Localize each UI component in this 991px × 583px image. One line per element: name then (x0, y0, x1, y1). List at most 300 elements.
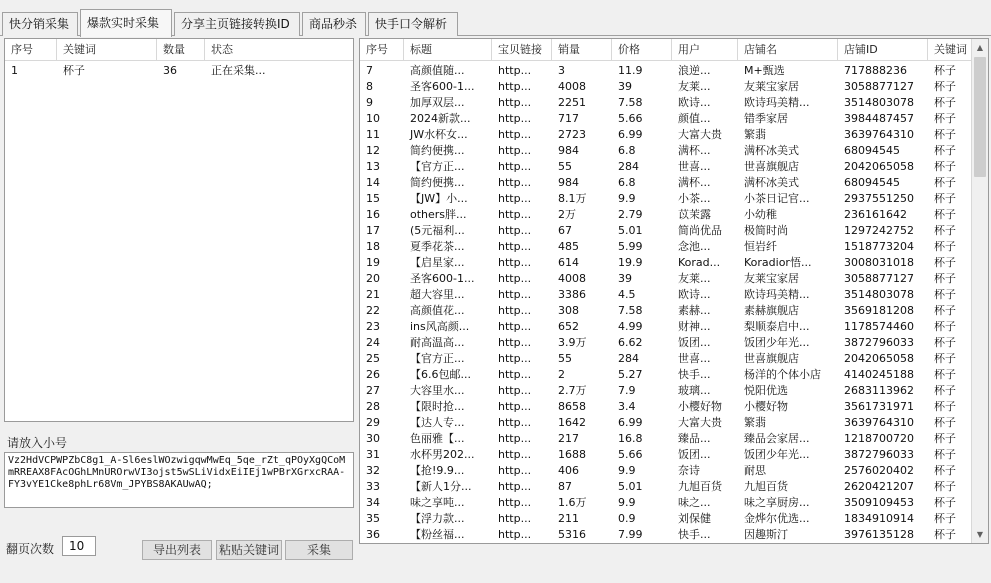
table-cell[interactable]: 11 (366, 128, 380, 141)
table-cell[interactable]: 7.9 (618, 384, 636, 397)
table-cell[interactable]: 14 (366, 176, 380, 189)
table-cell[interactable]: 27 (366, 384, 380, 397)
table-cell[interactable]: 26 (366, 368, 380, 381)
table-cell[interactable]: 3 (558, 64, 565, 77)
table-cell[interactable]: 28 (366, 400, 380, 413)
table-cell[interactable]: 耐高温高... (410, 336, 465, 349)
table-cell[interactable]: 财神... (678, 320, 711, 333)
table-cell[interactable]: 杯子 (934, 384, 956, 397)
table-cell[interactable]: 4140245188 (844, 368, 914, 381)
table-cell[interactable]: Koradior悟... (744, 256, 812, 269)
column-header[interactable]: 标题 (404, 39, 492, 61)
table-cell[interactable]: 5.66 (618, 448, 643, 461)
table-cell[interactable]: 3639764310 (844, 416, 914, 429)
table-cell[interactable]: 24 (366, 336, 380, 349)
table-cell[interactable]: 9.9 (618, 192, 636, 205)
table-cell[interactable]: 浪逆... (678, 64, 711, 77)
table-cell[interactable]: http... (498, 528, 532, 541)
table-cell[interactable]: 世喜旗舰店 (744, 352, 799, 365)
table-cell[interactable]: 【抢!9.9... (410, 464, 465, 477)
table-cell[interactable]: 简尚优品 (678, 224, 722, 237)
table-cell[interactable]: 3.4 (618, 400, 636, 413)
table-cell[interactable]: 高颜值随... (410, 64, 465, 77)
table-cell[interactable]: 杯子 (934, 80, 956, 93)
table-cell[interactable]: http... (498, 80, 532, 93)
table-cell[interactable]: 加厚双层... (410, 96, 465, 109)
table-cell[interactable]: 211 (558, 512, 579, 525)
table-cell[interactable]: http... (498, 128, 532, 141)
table-cell[interactable]: 圣客600-1... (410, 80, 475, 93)
table-cell[interactable]: 饭团... (678, 336, 711, 349)
table-cell[interactable]: 色丽雅【... (410, 432, 465, 445)
table-cell[interactable]: 杯子 (63, 64, 85, 77)
table-cell[interactable]: 高颜值花... (410, 304, 465, 317)
table-cell[interactable]: 小茶日记官... (744, 192, 810, 205)
table-cell[interactable]: 32 (366, 464, 380, 477)
table-cell[interactable]: 3058877127 (844, 80, 914, 93)
column-header[interactable]: 关键词 (928, 39, 972, 61)
table-cell[interactable]: 杯子 (934, 320, 956, 333)
table-cell[interactable]: 4008 (558, 272, 586, 285)
table-cell[interactable]: 【JW】小... (410, 192, 468, 205)
table-cell[interactable]: M+甄选 (744, 64, 785, 77)
column-header[interactable]: 序号 (360, 39, 404, 61)
table-cell[interactable]: 0.9 (618, 512, 636, 525)
table-cell[interactable]: 味之... (678, 496, 711, 509)
table-cell[interactable]: 【达人专... (410, 416, 465, 429)
table-cell[interactable]: 杯子 (934, 272, 956, 285)
column-header[interactable]: 数量 (157, 39, 205, 61)
table-cell[interactable]: 【粉丝福... (410, 528, 465, 541)
table-cell[interactable]: 玻璃... (678, 384, 711, 397)
table-cell[interactable]: http... (498, 176, 532, 189)
table-cell[interactable]: 九旭百货 (744, 480, 788, 493)
table-cell[interactable]: 杯子 (934, 112, 956, 125)
table-cell[interactable]: 68094545 (844, 144, 900, 157)
table-cell[interactable]: 23 (366, 320, 380, 333)
table-cell[interactable]: 652 (558, 320, 579, 333)
table-cell[interactable]: 颜值... (678, 112, 711, 125)
table-cell[interactable]: http... (498, 480, 532, 493)
table-cell[interactable]: 35 (366, 512, 380, 525)
table-cell[interactable]: 3.9万 (558, 336, 587, 349)
table-cell[interactable]: 【浮力款... (410, 512, 465, 525)
table-cell[interactable]: 杯子 (934, 432, 956, 445)
table-cell[interactable]: 20 (366, 272, 380, 285)
table-cell[interactable]: 3386 (558, 288, 586, 301)
table-cell[interactable]: others胖... (410, 208, 467, 221)
table-cell[interactable]: 3058877127 (844, 272, 914, 285)
column-header[interactable]: 销量 (552, 39, 612, 61)
table-cell[interactable]: 世喜... (678, 160, 711, 173)
table-cell[interactable]: 素赫... (678, 304, 711, 317)
table-cell[interactable]: 2 (558, 368, 565, 381)
table-cell[interactable]: 杯子 (934, 288, 956, 301)
table-cell[interactable]: 味之享厨房... (744, 496, 810, 509)
table-cell[interactable]: 1518773204 (844, 240, 914, 253)
table-cell[interactable]: 杯子 (934, 192, 956, 205)
table-cell[interactable]: http... (498, 64, 532, 77)
column-header[interactable]: 价格 (612, 39, 672, 61)
table-cell[interactable]: 6.62 (618, 336, 643, 349)
table-cell[interactable]: 9 (366, 96, 373, 109)
table-cell[interactable]: 15 (366, 192, 380, 205)
table-cell[interactable]: 406 (558, 464, 579, 477)
table-cell[interactable]: 34 (366, 496, 380, 509)
table-cell[interactable]: http... (498, 192, 532, 205)
table-cell[interactable]: 7 (366, 64, 373, 77)
table-cell[interactable]: 3561731971 (844, 400, 914, 413)
table-cell[interactable]: http... (498, 272, 532, 285)
table-cell[interactable]: 【限时抢... (410, 400, 465, 413)
table-cell[interactable]: 2024新款... (410, 112, 471, 125)
table-cell[interactable]: 圣客600-1... (410, 272, 475, 285)
table-cell[interactable]: 19.9 (618, 256, 643, 269)
table-cell[interactable]: 杯子 (934, 464, 956, 477)
table-cell[interactable]: 2万 (558, 208, 576, 221)
table-cell[interactable]: 杯子 (934, 160, 956, 173)
table-cell[interactable]: 杯子 (934, 352, 956, 365)
table-cell[interactable]: 梨顺泰启中... (744, 320, 810, 333)
table-cell[interactable]: 16 (366, 208, 380, 221)
table-cell[interactable]: 【新人1分... (410, 480, 472, 493)
table-cell[interactable]: 3509109453 (844, 496, 914, 509)
table-cell[interactable]: 3976135128 (844, 528, 914, 541)
table-cell[interactable]: 4008 (558, 80, 586, 93)
scroll-down-icon[interactable]: ▼ (976, 530, 984, 539)
table-cell[interactable]: 7.58 (618, 96, 643, 109)
tab-kuai-fenxiao[interactable]: 快分销采集 (2, 12, 78, 36)
table-cell[interactable]: 984 (558, 144, 579, 157)
table-cell[interactable]: 世喜旗舰店 (744, 160, 799, 173)
table-cell[interactable]: http... (498, 432, 532, 445)
table-cell[interactable]: 3639764310 (844, 128, 914, 141)
tab-share-link-convert[interactable]: 分享主页链接转换ID (174, 12, 300, 36)
table-cell[interactable]: 杯子 (934, 176, 956, 189)
table-cell[interactable]: 6.99 (618, 128, 643, 141)
table-cell[interactable]: http... (498, 160, 532, 173)
table-cell[interactable]: 大富大贵 (678, 416, 722, 429)
table-cell[interactable]: 杯子 (934, 128, 956, 141)
table-cell[interactable]: 284 (618, 160, 639, 173)
table-cell[interactable]: 因趣斯汀 (744, 528, 788, 541)
table-cell[interactable]: 717 (558, 112, 579, 125)
table-cell[interactable]: 杯子 (934, 224, 956, 237)
table-cell[interactable]: 杯子 (934, 64, 956, 77)
table-cell[interactable]: 杨洋的个体小店 (744, 368, 821, 381)
table-cell[interactable]: 2.7万 (558, 384, 587, 397)
table-cell[interactable]: 欧诗... (678, 96, 711, 109)
table-cell[interactable]: http... (498, 368, 532, 381)
table-cell[interactable]: 杯子 (934, 496, 956, 509)
table-cell[interactable]: 217 (558, 432, 579, 445)
table-cell[interactable]: 杯子 (934, 144, 956, 157)
table-cell[interactable]: 【官方正... (410, 160, 465, 173)
column-header[interactable]: 状态 (205, 39, 354, 61)
table-cell[interactable]: 4.99 (618, 320, 643, 333)
pages-input[interactable]: 10 (62, 536, 96, 556)
table-cell[interactable]: Korad... (678, 256, 721, 269)
table-cell[interactable]: 快手... (678, 368, 711, 381)
table-cell[interactable]: 友莱... (678, 80, 711, 93)
table-cell[interactable]: 繁翡 (744, 128, 766, 141)
table-cell[interactable]: 3514803078 (844, 288, 914, 301)
table-cell[interactable]: 3984487457 (844, 112, 914, 125)
table-cell[interactable]: 苡茉露 (678, 208, 711, 221)
table-cell[interactable]: 错季家居 (744, 112, 788, 125)
table-cell[interactable]: 1688 (558, 448, 586, 461)
table-cell[interactable]: 2683113962 (844, 384, 914, 397)
table-cell[interactable]: 19 (366, 256, 380, 269)
table-cell[interactable]: 2620421207 (844, 480, 914, 493)
table-cell[interactable]: 杯子 (934, 368, 956, 381)
tab-kuaishou-code[interactable]: 快手口令解析 (368, 12, 458, 36)
table-cell[interactable]: 刘保健 (678, 512, 711, 525)
table-cell[interactable]: 欧诗玛美精... (744, 288, 810, 301)
table-cell[interactable]: 友莱宝家居 (744, 80, 799, 93)
table-cell[interactable]: 水杯男202... (410, 448, 475, 461)
table-cell[interactable]: 2576020402 (844, 464, 914, 477)
table-cell[interactable]: 8 (366, 80, 373, 93)
table-cell[interactable]: 小樱好物 (678, 400, 722, 413)
scroll-up-icon[interactable]: ▲ (976, 43, 984, 52)
table-cell[interactable]: 6.8 (618, 176, 636, 189)
table-cell[interactable]: 36 (366, 528, 380, 541)
table-cell[interactable]: 11.9 (618, 64, 643, 77)
account-input[interactable]: Vz2HdVCPWPZbC8g1_A-Sl6eslWOzwigqwMwEq_5qe_rZt_qPOyXgQCoMmRREAX8FAcOGhLMnUROrwVI3ojst5wSLiVidxEiIEj1wPBrXGrxcRAA-FY3vYE1Cke8phLr68Vm_JPYBS8AKAUwAQ; (4, 452, 354, 508)
table-cell[interactable]: 10 (366, 112, 380, 125)
table-cell[interactable]: 饭团少年光... (744, 336, 810, 349)
column-header[interactable]: 店铺名 (738, 39, 838, 61)
table-cell[interactable]: 杯子 (934, 256, 956, 269)
tab-flash-sale[interactable]: 商品秒杀 (302, 12, 366, 36)
table-cell[interactable]: 9.9 (618, 464, 636, 477)
table-cell[interactable]: 简约便携... (410, 176, 465, 189)
table-cell[interactable]: http... (498, 352, 532, 365)
table-cell[interactable]: 杯子 (934, 480, 956, 493)
table-cell[interactable]: http... (498, 400, 532, 413)
table-cell[interactable]: 九旭百货 (678, 480, 722, 493)
table-cell[interactable]: JW水杯女... (410, 128, 468, 141)
table-cell[interactable]: 29 (366, 416, 380, 429)
table-cell[interactable]: 1 (11, 64, 18, 77)
table-cell[interactable]: 13 (366, 160, 380, 173)
table-cell[interactable]: 友莱宝家居 (744, 272, 799, 285)
table-cell[interactable]: 【6.6包邮... (410, 368, 471, 381)
table-cell[interactable]: 5.01 (618, 480, 643, 493)
table-cell[interactable]: 杯子 (934, 416, 956, 429)
table-cell[interactable]: 饭团... (678, 448, 711, 461)
table-cell[interactable]: 33 (366, 480, 380, 493)
table-cell[interactable]: 4.5 (618, 288, 636, 301)
column-header[interactable]: 宝贝链接 (492, 39, 552, 61)
table-cell[interactable]: 614 (558, 256, 579, 269)
keyword-table[interactable] (4, 38, 354, 422)
table-cell[interactable]: 39 (618, 80, 632, 93)
table-cell[interactable]: http... (498, 304, 532, 317)
scroll-thumb[interactable] (974, 57, 986, 177)
table-cell[interactable]: http... (498, 224, 532, 237)
table-cell[interactable]: 7.99 (618, 528, 643, 541)
table-cell[interactable]: 1642 (558, 416, 586, 429)
table-cell[interactable]: 悦阳优选 (744, 384, 788, 397)
table-cell[interactable]: 味之享吨... (410, 496, 465, 509)
table-cell[interactable]: 世喜... (678, 352, 711, 365)
table-cell[interactable]: http... (498, 288, 532, 301)
table-cell[interactable]: http... (498, 256, 532, 269)
table-cell[interactable]: 21 (366, 288, 380, 301)
table-cell[interactable]: 55 (558, 160, 572, 173)
table-cell[interactable]: 杯子 (934, 512, 956, 525)
table-cell[interactable]: 8.1万 (558, 192, 587, 205)
vertical-scrollbar[interactable] (971, 39, 988, 543)
table-cell[interactable]: 杯子 (934, 400, 956, 413)
table-cell[interactable]: 满杯冰美式 (744, 176, 799, 189)
table-cell[interactable]: 友莱... (678, 272, 711, 285)
table-cell[interactable]: 1.6万 (558, 496, 587, 509)
table-cell[interactable]: 耐思 (744, 464, 766, 477)
table-cell[interactable]: 3872796033 (844, 448, 914, 461)
table-cell[interactable]: 【官方正... (410, 352, 465, 365)
tab-hot-realtime[interactable]: 爆款实时采集 (80, 9, 172, 37)
table-cell[interactable]: 3569181208 (844, 304, 914, 317)
table-cell[interactable]: 8658 (558, 400, 586, 413)
table-cell[interactable]: 小幼稚 (744, 208, 777, 221)
table-cell[interactable]: 杯子 (934, 528, 956, 541)
table-cell[interactable]: 念池... (678, 240, 711, 253)
table-cell[interactable]: 68094545 (844, 176, 900, 189)
table-cell[interactable]: 1218700720 (844, 432, 914, 445)
column-header[interactable]: 关键词 (57, 39, 157, 61)
table-cell[interactable]: (5元福利... (410, 224, 465, 237)
table-cell[interactable]: 2042065058 (844, 160, 914, 173)
table-cell[interactable]: 杯子 (934, 240, 956, 253)
table-cell[interactable]: 5.01 (618, 224, 643, 237)
table-cell[interactable]: 31 (366, 448, 380, 461)
table-cell[interactable]: 30 (366, 432, 380, 445)
table-cell[interactable]: 奈诗 (678, 464, 700, 477)
table-cell[interactable]: http... (498, 512, 532, 525)
table-cell[interactable]: http... (498, 96, 532, 109)
table-cell[interactable]: 16.8 (618, 432, 643, 445)
table-cell[interactable]: 正在采集... (211, 64, 266, 77)
table-cell[interactable]: 485 (558, 240, 579, 253)
table-cell[interactable]: 小茶... (678, 192, 711, 205)
table-cell[interactable]: http... (498, 448, 532, 461)
table-cell[interactable]: 大富大贵 (678, 128, 722, 141)
table-cell[interactable]: 夏季花茶... (410, 240, 465, 253)
table-cell[interactable]: http... (498, 416, 532, 429)
table-cell[interactable]: 1178574460 (844, 320, 914, 333)
table-cell[interactable]: 1834910914 (844, 512, 914, 525)
table-cell[interactable]: http... (498, 336, 532, 349)
table-cell[interactable]: 3872796033 (844, 336, 914, 349)
table-cell[interactable]: 2.79 (618, 208, 643, 221)
table-cell[interactable]: 2937551250 (844, 192, 914, 205)
table-cell[interactable]: http... (498, 240, 532, 253)
table-cell[interactable]: 7.58 (618, 304, 643, 317)
table-cell[interactable]: 满杯... (678, 144, 711, 157)
table-cell[interactable]: 繁翡 (744, 416, 766, 429)
table-cell[interactable]: http... (498, 320, 532, 333)
table-cell[interactable]: 饭团少年光... (744, 448, 810, 461)
table-cell[interactable]: 284 (618, 352, 639, 365)
table-cell[interactable]: http... (498, 208, 532, 221)
table-cell[interactable]: 87 (558, 480, 572, 493)
table-cell[interactable]: 杯子 (934, 448, 956, 461)
table-cell[interactable]: 臻品... (678, 432, 711, 445)
export-list-button[interactable]: 导出列表 (142, 540, 212, 560)
table-cell[interactable]: 恒岩纤 (744, 240, 777, 253)
table-cell[interactable]: 308 (558, 304, 579, 317)
table-cell[interactable]: 5316 (558, 528, 586, 541)
table-cell[interactable]: 杯子 (934, 336, 956, 349)
table-cell[interactable]: 【启星家... (410, 256, 465, 269)
table-cell[interactable]: 1297242752 (844, 224, 914, 237)
table-cell[interactable]: 欧诗... (678, 288, 711, 301)
table-cell[interactable]: 17 (366, 224, 380, 237)
table-cell[interactable]: 简约便携... (410, 144, 465, 157)
table-cell[interactable]: 67 (558, 224, 572, 237)
table-cell[interactable]: http... (498, 384, 532, 397)
table-cell[interactable]: 超大容里... (410, 288, 465, 301)
collect-button[interactable]: 采集 (285, 540, 353, 560)
column-header[interactable]: 用户 (672, 39, 738, 61)
paste-keywords-button[interactable]: 粘贴关键词 (216, 540, 282, 560)
table-cell[interactable]: 快手... (678, 528, 711, 541)
table-cell[interactable]: 3008031018 (844, 256, 914, 269)
table-cell[interactable]: 984 (558, 176, 579, 189)
table-cell[interactable]: 36 (163, 64, 177, 77)
table-cell[interactable]: http... (498, 464, 532, 477)
table-cell[interactable]: 欧诗玛美精... (744, 96, 810, 109)
table-cell[interactable]: 5.27 (618, 368, 643, 381)
table-cell[interactable]: 素赫旗舰店 (744, 304, 799, 317)
table-cell[interactable]: 39 (618, 272, 632, 285)
table-cell[interactable]: 6.99 (618, 416, 643, 429)
table-cell[interactable]: 3514803078 (844, 96, 914, 109)
table-cell[interactable]: http... (498, 144, 532, 157)
table-cell[interactable]: 2723 (558, 128, 586, 141)
table-cell[interactable]: 6.8 (618, 144, 636, 157)
table-cell[interactable]: 大容里水... (410, 384, 465, 397)
table-cell[interactable]: 极简时尚 (744, 224, 788, 237)
table-cell[interactable]: 满杯... (678, 176, 711, 189)
table-cell[interactable]: 杯子 (934, 208, 956, 221)
table-cell[interactable]: 金烨尔优选... (744, 512, 810, 525)
results-table[interactable] (359, 38, 989, 544)
table-cell[interactable]: 5.66 (618, 112, 643, 125)
table-cell[interactable]: 杯子 (934, 96, 956, 109)
table-cell[interactable]: 2042065058 (844, 352, 914, 365)
table-cell[interactable]: ins风高颜... (410, 320, 470, 333)
table-cell[interactable]: http... (498, 112, 532, 125)
table-cell[interactable]: 臻品会家居... (744, 432, 810, 445)
table-cell[interactable]: 2251 (558, 96, 586, 109)
table-cell[interactable]: 小樱好物 (744, 400, 788, 413)
column-header[interactable]: 序号 (5, 39, 57, 61)
table-cell[interactable]: 12 (366, 144, 380, 157)
table-cell[interactable]: 717888236 (844, 64, 907, 77)
table-cell[interactable]: 22 (366, 304, 380, 317)
table-cell[interactable]: 杯子 (934, 304, 956, 317)
table-cell[interactable]: 55 (558, 352, 572, 365)
table-cell[interactable]: 25 (366, 352, 380, 365)
table-cell[interactable]: 5.99 (618, 240, 643, 253)
column-header[interactable]: 店铺ID (838, 39, 928, 61)
table-cell[interactable]: 9.9 (618, 496, 636, 509)
table-cell[interactable]: 满杯冰美式 (744, 144, 799, 157)
